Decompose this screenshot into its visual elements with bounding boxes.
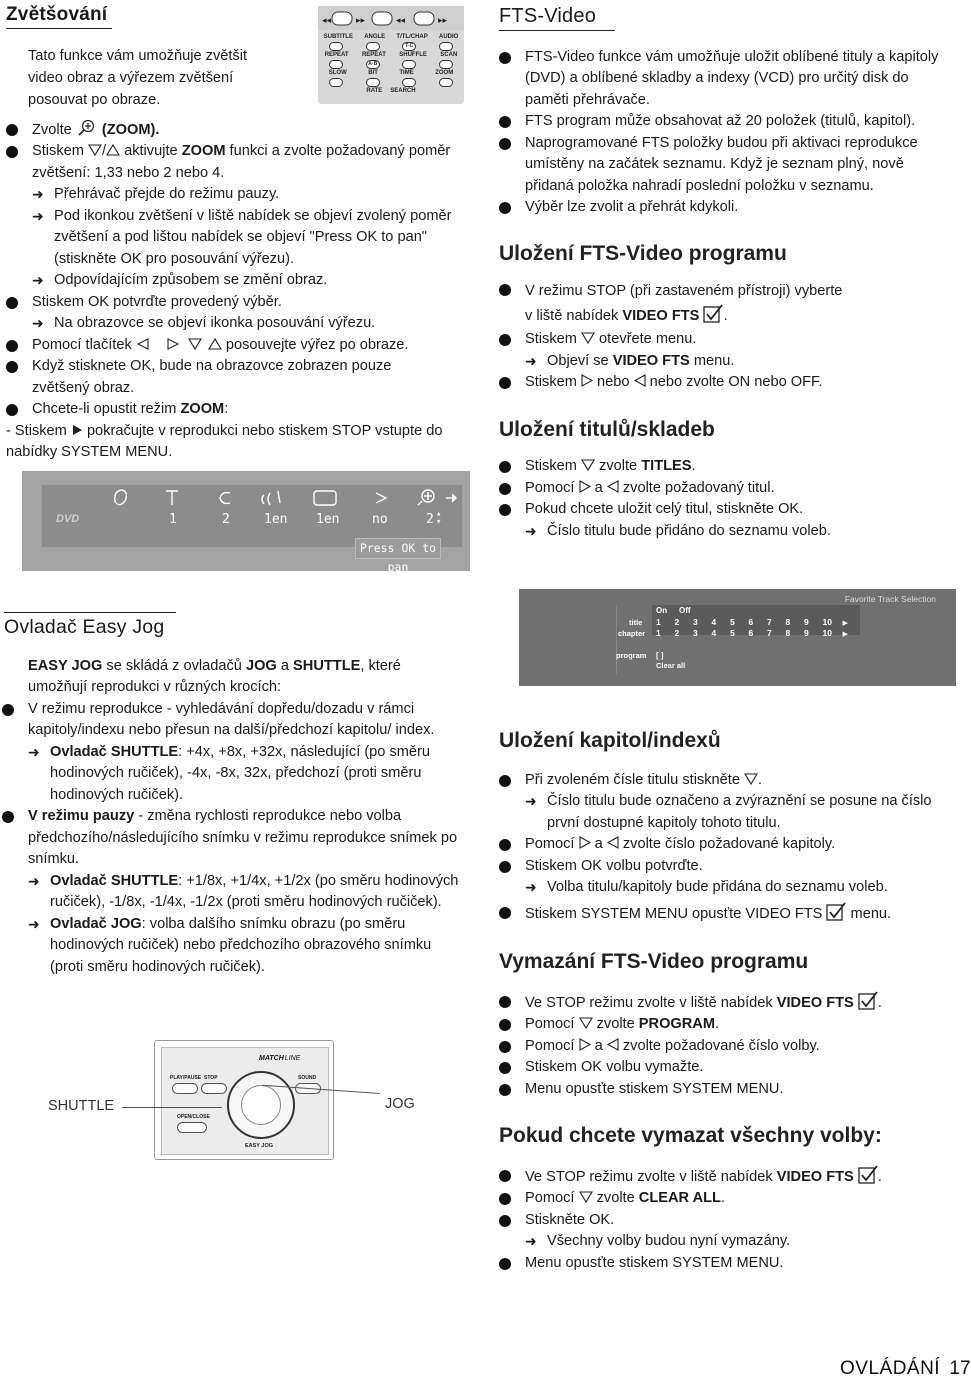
svg-text:◂◂: ◂◂ xyxy=(322,16,332,26)
osd-chapter-value: 2 xyxy=(222,512,230,527)
remote-btn xyxy=(439,60,453,69)
zoom-step-pan: Pomocí tlačítek posouvejte výřez po obraze. xyxy=(6,335,470,357)
triangle-right-icon xyxy=(581,374,593,387)
fts-chapter-number-10[interactable]: 10 xyxy=(822,628,832,638)
jog-pause-mode: V režimu pauzy - změna rychlosti reprodukce nebo volba předchozího/následujícího snímku v režimu reprodukce snímek po snímku. xyxy=(2,806,460,871)
osd-icon-bar xyxy=(42,485,462,515)
fts-menu-header: Favorite Track Selection xyxy=(844,594,936,604)
triangle-down-icon xyxy=(581,332,595,344)
osd-angle-value: no xyxy=(372,512,388,527)
easy-jog-device-image xyxy=(154,1040,334,1160)
fts-off-label: Off xyxy=(679,606,691,615)
osd-zoom-value: 2 xyxy=(426,512,434,527)
play-pause-label: PLAY/PAUSE xyxy=(170,1075,202,1081)
remote-label-angle: ANGLE xyxy=(364,34,386,40)
transport-buttons-icon xyxy=(318,6,464,32)
delete-step4: Stiskem OK volbu vymažte. xyxy=(499,1057,955,1079)
osd-values xyxy=(42,509,462,532)
open-close-label: OPEN/CLOSE xyxy=(177,1114,210,1120)
osd-updown-icon: ▴ ▾ xyxy=(436,509,442,527)
delete-step2: Pomocí zvolte PROGRAM. xyxy=(499,1014,955,1036)
stop-label: STOP xyxy=(204,1075,218,1081)
osd-menu-panel xyxy=(22,471,470,574)
fts-title-number-4[interactable]: 4 xyxy=(711,617,717,627)
fts-check-icon xyxy=(703,304,723,323)
triangle-left-icon xyxy=(607,480,619,493)
angle-osd-icon xyxy=(376,493,386,503)
remote-label-subtitle: SUBTITLE xyxy=(323,34,353,40)
jog-shuttle-play: ➜ Ovladač SHUTTLE: +4x, +8x, +32x, následující (po směru hodinových ručiček), -4x, -8x, 32x, předchozí (proti směru hodinových ručiček). xyxy=(28,742,460,807)
triangle-right-icon xyxy=(579,836,591,849)
remote-label-search: SEARCH xyxy=(390,88,416,94)
triangle-right-icon xyxy=(579,480,591,493)
fts-save-step2: Stiskem otevřete menu. xyxy=(499,329,955,351)
zoom-step-exit: Chcete-li opustit režim ZOOM: xyxy=(6,399,470,421)
shuttle-pointer xyxy=(122,1107,222,1108)
remote-btn xyxy=(329,78,343,87)
zoom-intro: Tato funkce vám umožňuje zvětšit video obraz a výřezem zvětšení posouvat po obraze. xyxy=(28,47,248,108)
fts-program-bracket: [ ] xyxy=(656,651,664,660)
fts-save-result: ➜ Objeví se VIDEO FTS menu. xyxy=(525,351,955,373)
osd-press-ok-box xyxy=(355,538,441,574)
arrow-keys-icon xyxy=(136,338,222,350)
triangle-up-icon xyxy=(106,144,120,156)
title-osd-icon xyxy=(166,491,178,505)
fts-chapter-number-4[interactable]: 4 xyxy=(711,628,717,638)
fts-chapter-number-1[interactable]: 1 xyxy=(656,628,661,638)
osd-subtitle-value: 1en xyxy=(316,512,340,527)
delete-step1: Ve STOP režimu zvolte v liště nabídek VIDEO FTS . xyxy=(499,991,955,1015)
triangle-right-icon xyxy=(579,1038,591,1051)
fts-program-label: program xyxy=(616,651,647,660)
fts-title-number-7[interactable]: 7 xyxy=(767,617,772,627)
fts-chapter-number-5[interactable]: 5 xyxy=(730,628,735,638)
remote-label-bit: BIT xyxy=(368,70,378,76)
fts-on-label: On xyxy=(656,606,668,615)
zoom-result-pause: ➜ Přehrávač přejde do režimu pauzy. xyxy=(32,184,470,206)
fts-select-anytime: Výběr lze zvolit a přehrát kdykoli. xyxy=(499,197,955,219)
fts-title-number-2[interactable]: 2 xyxy=(674,617,680,627)
play-icon xyxy=(71,424,83,436)
fts-title-number-9[interactable]: 9 xyxy=(804,617,809,627)
svg-text:▸▸: ▸▸ xyxy=(356,16,366,26)
play-pause-button[interactable] xyxy=(172,1083,198,1094)
row-next-icon: ▶ xyxy=(842,620,848,627)
subtitle-osd-icon xyxy=(314,491,336,505)
stop-button[interactable] xyxy=(201,1083,227,1094)
fts-save-step3: Stiskem nebo nebo zvolte ON nebo OFF. xyxy=(499,372,955,394)
remote-btn-ab: A-B xyxy=(366,60,380,69)
jog-dial[interactable] xyxy=(241,1085,281,1125)
osd-dvd-logo: DVD xyxy=(56,513,80,525)
fts-chapter-number-3[interactable]: 3 xyxy=(693,628,698,638)
page-footer xyxy=(840,1358,971,1380)
fts-clear-all[interactable]: Clear all xyxy=(656,661,686,670)
fts-titles-step3: Pokud chcete uložit celý titul, stiskněte OK. xyxy=(499,499,955,521)
fts-check-icon xyxy=(858,991,878,1010)
remote-label-chap: T/TL/CHAP xyxy=(396,34,428,40)
open-close-button[interactable] xyxy=(177,1122,207,1133)
jog-title: Ovladač Easy Jog xyxy=(4,616,165,638)
fts-chapter-row xyxy=(656,628,848,638)
remote-label-scan: SCAN xyxy=(440,52,458,58)
zoom-result-image: ➜ Odpovídajícím způsobem se změní obraz. xyxy=(32,270,470,292)
remote-label-repeat-ab: REPEAT xyxy=(361,52,386,58)
fts-title-number-8[interactable]: 8 xyxy=(785,617,791,627)
jog-intro: EASY JOG se skládá z ovladačů JOG a SHUTTLE, které umožňují reprodukci v různých krocích: xyxy=(28,657,401,695)
fts-intro: FTS-Video funkce vám umožňuje uložit oblíbené tituly a kapitoly (DVD) a oblíbené skladby a indexy (VCD) pro určitý disk do paměti přehrávače. xyxy=(499,47,955,112)
zoom-step-select: Zvolte (ZOOM). xyxy=(6,119,470,142)
remote-label-time: TIME xyxy=(399,70,414,76)
fts-chapter-number-9[interactable]: 9 xyxy=(804,628,809,638)
delete-all-step1: Ve STOP režimu zvolte v liště nabídek VIDEO FTS . xyxy=(499,1165,955,1189)
fts-title-number-3[interactable]: 3 xyxy=(693,617,698,627)
triangle-down-icon xyxy=(744,773,758,785)
fts-title-row xyxy=(656,617,848,627)
zoom-osd-hand-icon xyxy=(115,490,127,505)
fts-section xyxy=(499,6,955,542)
delete-step3: Pomocí a zvolte požadované číslo volby. xyxy=(499,1036,955,1058)
osd-title-value: 1 xyxy=(169,512,177,527)
delete-step5: Menu opusťte stiskem SYSTEM MENU. xyxy=(499,1079,955,1101)
fts-chapter-number-8[interactable]: 8 xyxy=(785,628,791,638)
fts-title-number-6[interactable]: 6 xyxy=(748,617,754,627)
fts-chapter-number-6[interactable]: 6 xyxy=(748,628,754,638)
remote-label-shuffle: SHUFFLE xyxy=(399,52,427,58)
fts-save-title: Uložení FTS-Video programu xyxy=(499,241,787,265)
chapters-step4: Stiskem SYSTEM MENU opusťte VIDEO FTS menu. xyxy=(499,902,955,926)
easy-jog-label: EASY JOG xyxy=(245,1143,274,1149)
fts-titles-result: ➜ Číslo titulu bude přidáno do seznamu voleb. xyxy=(525,521,955,543)
osd-audio-value: 1en xyxy=(264,512,288,527)
fts-chapter-number-7[interactable]: 7 xyxy=(767,628,772,638)
chapters-step3: Stiskem OK volbu potvrďte. xyxy=(499,856,955,878)
triangle-left-icon xyxy=(607,836,619,849)
delete-all-result: ➜ Všechny volby budou nyní vymazány. xyxy=(525,1231,955,1253)
chapters-title: Uložení kapitol/indexů xyxy=(499,729,721,752)
remote-label-audio: AUDIO xyxy=(439,34,459,40)
remote-label-repeat: REPEAT xyxy=(324,52,349,58)
remote-btn xyxy=(329,42,343,51)
jog-playback-mode: V režimu reprodukce - vyhledávání dopředu/dozadu v rámci kapitoly/indexu nebo přesun na další/předchozí kapitolu/ index. xyxy=(2,699,460,742)
remote-label-rate: RATE xyxy=(366,88,383,94)
chapter-osd-icon xyxy=(220,493,230,504)
remote-btn xyxy=(366,78,380,87)
triangle-down-icon xyxy=(581,459,595,471)
fts-title-number-5[interactable]: 5 xyxy=(730,617,735,627)
chapters-step2: Pomocí a zvolte číslo požadované kapitoly. xyxy=(499,834,955,856)
fts-priority: Naprogramované FTS položky budou při aktivaci reprodukce umístěny na začátek seznamu. Když je seznam plný, nově přidaná položka nahradí poslední položku v seznamu. xyxy=(499,133,939,198)
zoom-title: Zvětšování xyxy=(6,4,112,29)
delete-all-step4: Menu opusťte stiskem SYSTEM MENU. xyxy=(499,1253,955,1275)
zoom-step-ratio: Stiskem / aktivujte ZOOM funkci a zvolte požadovaný poměr zvětšení: 1,33 nebo 2 nebo 4. xyxy=(6,141,470,184)
fts-chapter-label: chapter xyxy=(618,629,646,638)
remote-btn-zoom xyxy=(439,78,453,87)
remote-btn xyxy=(402,60,416,69)
fts-titles-title: Uložení titulů/skladeb xyxy=(499,417,715,441)
jog-jog-control: ➜ Ovladač JOG: volba dalšího snímku obrazu (po směru hodinových ručiček) nebo předchozího obrazového snímku (proti směru hodinových ručiček). xyxy=(28,914,460,979)
triangle-down-icon xyxy=(88,144,102,156)
delete-all-step2: Pomocí zvolte CLEAR ALL. xyxy=(499,1188,955,1210)
triangle-down-icon xyxy=(579,1017,593,1029)
chapters-result2: ➜ Volba titulu/kapitoly bude přidána do seznamu voleb. xyxy=(525,877,955,899)
fts-menu-screen xyxy=(519,589,956,686)
remote-btn xyxy=(402,78,416,87)
remote-btn xyxy=(329,60,343,69)
remote-label-slow: SLOW xyxy=(328,70,347,76)
delete-all-title: Pokud chcete vymazat všechny volby: xyxy=(499,1124,882,1147)
shuttle-label: SHUTTLE xyxy=(48,1098,115,1114)
row-next-icon: ▶ xyxy=(842,631,848,638)
fts-check-icon xyxy=(826,902,846,921)
zoom-step-ok: Když stisknete OK, bude na obrazovce zobrazen pouze zvětšený obraz. xyxy=(6,356,426,399)
fts-title: FTS-Video xyxy=(499,6,615,31)
remote-btn xyxy=(366,42,380,51)
delete-title: Vymazání FTS-Video programu xyxy=(499,950,809,973)
fts-title-number-10[interactable]: 10 xyxy=(822,617,832,627)
jog-section xyxy=(4,612,460,978)
zoom-result-pan-icon: ➜ Na obrazovce se objeví ikonka posouvání výřezu. xyxy=(32,313,470,335)
remote-control-image xyxy=(318,6,464,104)
triangle-left-icon xyxy=(607,1038,619,1051)
zoom-result-ratio: ➜ Pod ikonkou zvětšení v liště nabídek se objeví zvolený poměr zvětšení a pod lištou nabídek se objeví "Press OK to pan" (stiskněte OK pro posouvání výřezu). xyxy=(32,206,452,271)
fts-titles-step2: Pomocí a zvolte požadovaný titul. xyxy=(499,478,955,500)
fts-chapter-number-2[interactable]: 2 xyxy=(674,628,680,638)
remote-label-zoom: ZOOM xyxy=(435,70,454,76)
device-brand-logo: MATCHLINE xyxy=(259,1055,301,1062)
chapters-step1: Při zvoleném čísle titulu stiskněte . xyxy=(499,770,955,792)
sound-label: SOUND xyxy=(298,1075,317,1081)
svg-text:◂◂: ◂◂ xyxy=(396,16,406,26)
fts-title-label: title xyxy=(629,618,643,627)
zoom-exit-detail: - Stiskem pokračujte v reprodukci nebo stiskem STOP vstupte do nabídky SYSTEM MENU. xyxy=(6,422,443,460)
audio-osd-icon xyxy=(262,491,280,505)
osd-press-ok-text: Press OK to pan xyxy=(359,541,437,574)
chapters-section xyxy=(499,730,955,1274)
magnifier-plus-icon xyxy=(76,119,98,137)
jog-shuttle-pause: ➜ Ovladač SHUTTLE: +1/8x, +1/4x, +1/2x (po směru hodinových ručiček), -1/8x, -1/4x, -1/2x (proti směru hodinových ručiček). xyxy=(28,871,460,914)
jog-label: JOG xyxy=(385,1096,415,1112)
remote-btn xyxy=(439,42,453,51)
svg-text:▸▸: ▸▸ xyxy=(438,16,448,26)
fts-capacity: FTS program může obsahovat až 20 položek (titulů, kapitol). xyxy=(499,111,955,133)
page-number: 17 xyxy=(949,1358,971,1379)
triangle-left-icon xyxy=(634,374,646,387)
remote-btn-tc: T-C xyxy=(402,42,416,51)
zoom-step-confirm: Stiskem OK potvrďte provedený výběr. xyxy=(6,292,470,314)
fts-check-icon xyxy=(858,1165,878,1184)
chapters-result1: ➜ Číslo titulu bude označeno a zvýraznění se posune na číslo první dostupné kapitoly tohoto titulu. xyxy=(525,791,945,834)
fts-title-number-1[interactable]: 1 xyxy=(656,617,661,627)
footer-label: OVLÁDÁNÍ xyxy=(840,1358,941,1379)
fts-save-step1: V režimu STOP (při zastaveném přístroji) vyberte v liště nabídek VIDEO FTS . xyxy=(499,279,955,329)
triangle-down-icon xyxy=(579,1191,593,1203)
delete-all-step3: Stiskněte OK. xyxy=(499,1210,955,1232)
fts-titles-step1: Stiskem zvolte TITLES. xyxy=(499,456,955,478)
